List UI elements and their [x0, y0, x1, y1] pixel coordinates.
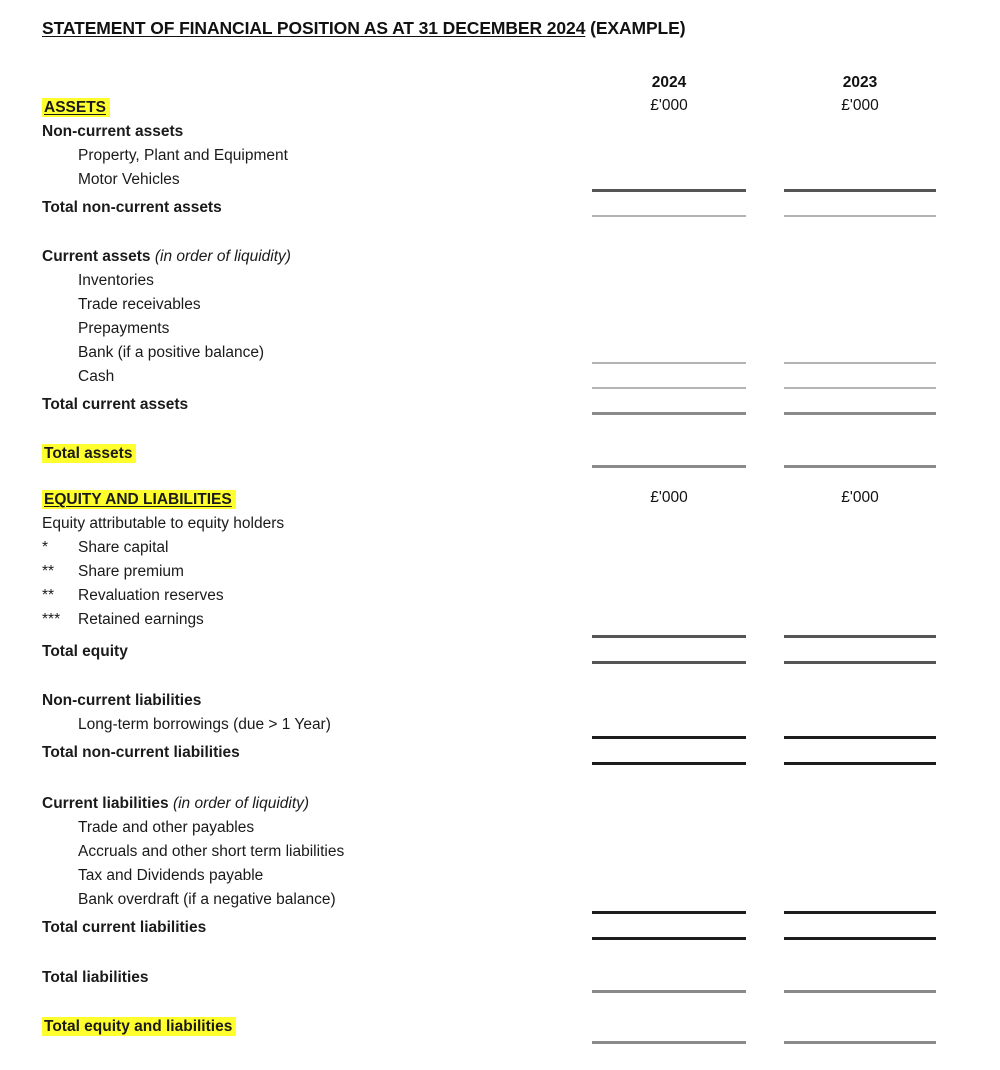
row-accruals [0, 841, 1000, 865]
page-title-suffix: (EXAMPLE) [585, 18, 686, 38]
row-property-plant-equipment [0, 145, 1000, 169]
row-tax-and-dividends-payable [0, 865, 1000, 889]
row-assets-heading [0, 97, 1000, 121]
row-prepayments [0, 318, 1000, 342]
total-assets-label: Total assets [42, 443, 136, 465]
footnote-marker: ** [42, 563, 55, 580]
total-equity-label: Total equity [42, 643, 128, 660]
current-liabilities-heading-label: Current liabilities (in order of liquidity) [42, 795, 310, 812]
row-total-non-current-assets [0, 197, 1000, 221]
line-item-label: Revaluation reserves [78, 587, 224, 604]
page-title-underlined: STATEMENT OF FINANCIAL POSITION AS AT 31 DECEMBER 2024 [42, 18, 586, 38]
footnote-marker: *** [42, 611, 61, 628]
row-bank-overdraft [0, 889, 1000, 913]
row-total-liabilities [0, 967, 1000, 991]
row-inventories [0, 270, 1000, 294]
line-item-label: Inventories [78, 272, 154, 289]
equity-attributable-label: Equity attributable to equity holders [42, 515, 285, 532]
line-item-label: Tax and Dividends payable [78, 867, 264, 884]
row-share-premium [0, 561, 1000, 585]
column-header-year-current: 2024 [651, 74, 687, 91]
equity-and-liabilities-heading-label: EQUITY AND LIABILITIES [42, 489, 236, 511]
row-total-equity-and-liabilities [0, 1016, 1000, 1040]
total-liabilities-label: Total liabilities [42, 969, 149, 986]
line-item-label: Share capital [78, 539, 169, 556]
assets-heading-label: ASSETS [42, 97, 110, 119]
row-total-assets [0, 443, 1000, 467]
row-current-liabilities-heading [0, 793, 1000, 817]
total-equity-and-liabilities-label: Total equity and liabilities [42, 1016, 236, 1038]
footnote-marker: * [42, 539, 49, 556]
column-unit-current-equity: £'000 [650, 489, 688, 506]
current-liabilities-note: (in order of liquidity) [172, 795, 310, 812]
line-item-label: Share premium [78, 563, 184, 580]
line-item-label: Cash [78, 368, 115, 385]
row-equity-attributable [0, 513, 1000, 537]
row-share-capital [0, 537, 1000, 561]
row-retained-earnings [0, 609, 1000, 633]
non-current-liabilities-heading-label: Non-current liabilities [42, 692, 202, 709]
row-revaluation-reserves [0, 585, 1000, 609]
line-item-label: Accruals and other short term liabilities [78, 843, 345, 860]
column-header-year-prior: 2023 [842, 74, 878, 91]
current-assets-note: (in order of liquidity) [154, 248, 291, 265]
row-current-assets-heading [0, 246, 1000, 270]
column-unit-current: £'000 [650, 97, 688, 114]
line-item-label: Property, Plant and Equipment [78, 147, 288, 164]
column-unit-prior-equity: £'000 [841, 489, 879, 506]
non-current-assets-heading-label: Non-current assets [42, 123, 184, 140]
row-equity-and-liabilities-heading [0, 489, 1000, 513]
line-item-label: Trade and other payables [78, 819, 255, 836]
total-current-assets-label: Total current assets [42, 396, 189, 413]
row-non-current-assets-heading [0, 121, 1000, 145]
row-trade-receivables [0, 294, 1000, 318]
line-item-label: Trade receivables [78, 296, 201, 313]
line-item-label: Retained earnings [78, 611, 204, 628]
total-non-current-assets-label: Total non-current assets [42, 199, 222, 216]
line-item-label: Motor Vehicles [78, 171, 180, 188]
row-long-term-borrowings [0, 714, 1000, 738]
line-item-label: Bank overdraft (if a negative balance) [78, 891, 336, 908]
row-non-current-liabilities-heading [0, 690, 1000, 714]
current-assets-heading-label: Current assets (in order of liquidity) [42, 248, 291, 265]
row-trade-and-other-payables [0, 817, 1000, 841]
column-unit-prior: £'000 [841, 97, 879, 114]
line-item-label: Bank (if a positive balance) [78, 344, 265, 361]
total-current-liabilities-label: Total current liabilities [42, 919, 207, 936]
line-item-label: Long-term borrowings (due > 1 Year) [78, 716, 331, 733]
footnote-marker: ** [42, 587, 55, 604]
page-title [42, 18, 685, 39]
line-item-label: Prepayments [78, 320, 170, 337]
total-non-current-liabilities-label: Total non-current liabilities [42, 744, 240, 761]
